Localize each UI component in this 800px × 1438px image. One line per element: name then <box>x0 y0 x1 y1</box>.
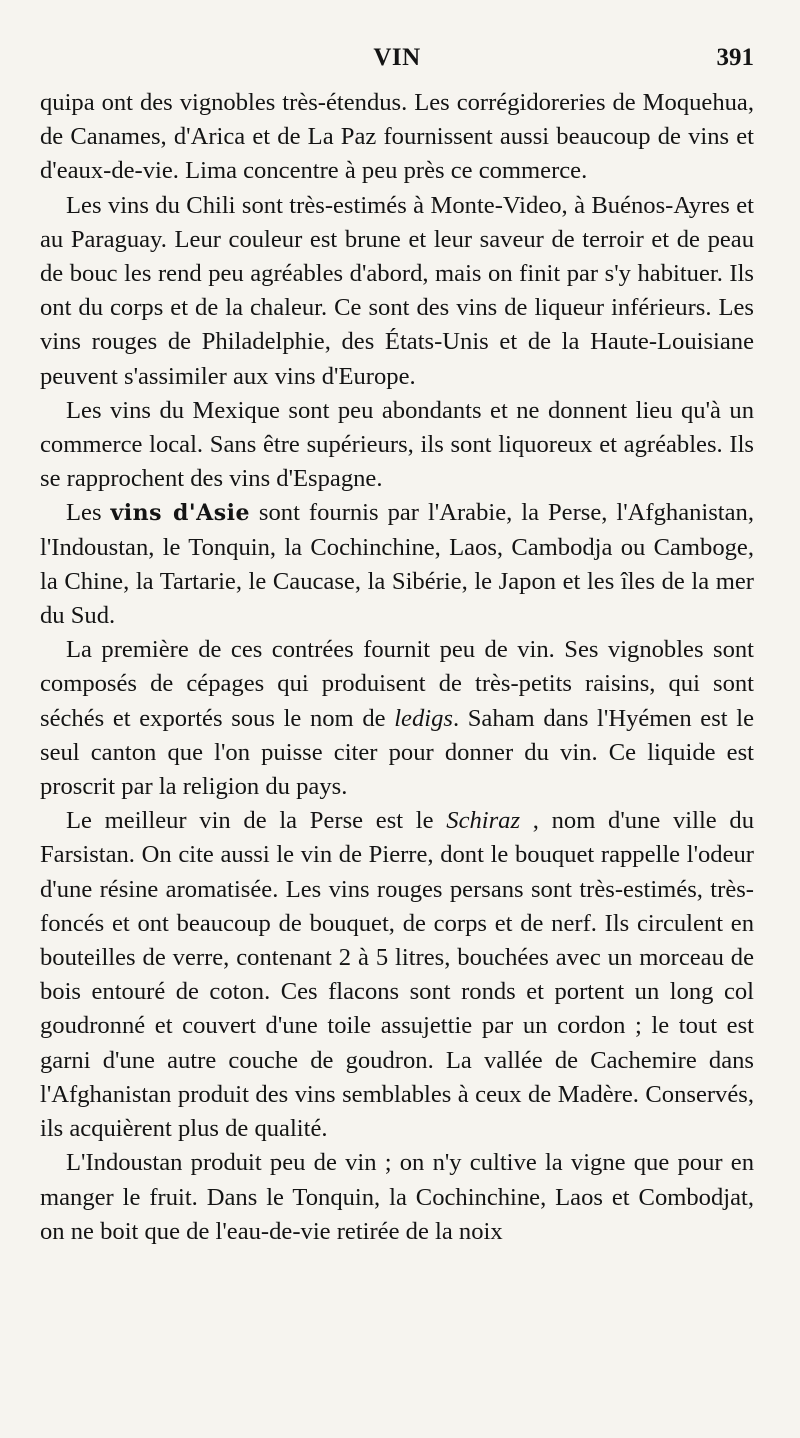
paragraph-text: quipa ont des vignobles très-étendus. Les corrégidoreries de Moquehua, de Canames, d'Arica et de La Paz fournissent aussi beaucoup de vins et d'eaux-de-vie. Lima concentre à peu près ce commerce. <box>40 89 754 185</box>
paragraph-text-before: Le meilleur vin de la Perse est le <box>66 807 447 835</box>
paragraph-text: Les vins du Chili sont très-estimés à Monte-Video, à Buénos-Ayres et au Paraguay. Leur couleur est brune et leur saveur de terroir et de peau de bouc les rend peu agréables d'abord, mais on finit par s'y habituer. Ils ont du corps et de la chaleur. Ce sont des vins de liqueur inférieurs. Les vins rouges de Philadelphie, des États-Unis et de la Haute-Louisiane peuvent s'assimiler aux vins d'Europe. <box>40 191 754 390</box>
body-text <box>40 86 754 1249</box>
paragraph-mexico-wines <box>40 394 754 497</box>
bold-term-vins-d-asie: vins d'Asie <box>110 500 250 527</box>
paragraph-text-after: . Saham dans l'Hyémen est le seul canton que l'on puisse citer pour donner du vin. Ce liquide est proscrit par la religion du pays. <box>40 704 754 801</box>
italic-term-ledigs: ledigs <box>394 704 453 732</box>
paragraph-text: Les vins du Mexique sont peu abondants et ne donnent lieu qu'à un commerce local. Sans être supérieurs, ils sont liquoreux et agréables. Ils se rapprochent des vins d'Espagne. <box>40 396 754 493</box>
paragraph-text-after: sont fournis par l'Arabie, la Perse, l'Afghanistan, l'Indoustan, le Tonquin, la Cochinchine, Laos, Cambodja ou Camboge, la Chine, la Tartarie, le Caucase, la Sibérie, le Japon et les îles de la mer du Sud. <box>40 499 754 630</box>
running-title: VIN <box>373 44 421 71</box>
paragraph-indoustan-wines <box>40 1146 754 1249</box>
paragraph-chili-wines <box>40 189 754 394</box>
page-header <box>40 44 754 78</box>
paragraph-text-before: La première de ces contrées fournit peu de vin. Ses vignobles sont composés de cépages qui produisent de très-petits raisins, qui sont séchés et exportés sous le nom de <box>40 636 754 732</box>
page-number: 391 <box>716 44 754 71</box>
paragraph-peru-continuation <box>40 86 754 189</box>
paragraph-text-before: Les <box>66 499 111 527</box>
italic-term-schiraz: Schiraz <box>446 807 521 835</box>
paragraph-text-after: , nom d'une ville du Farsistan. On cite aussi le vin de Pierre, dont le bouquet rappelle l'odeur d'une résine aromatisée. Les vins rouges persans sont très-estimés, très-foncés et ont beaucoup de bouquet, de corps et de nerf. Ils circulent en bouteilles de verre, contenant 2 à 5 litres, bouchées avec un morceau de bois entouré de coton. Ces flacons sont ronds et portent un long col goudronné et couvert d'une toile assujettie par un cordon ; le tout est garni d'une autre couche de goudron. La vallée de Cachemire dans l'Afghanistan produit des vins semblables à ceux de Madère. Conservés, ils acquièrent plus de qualité. <box>40 807 754 1143</box>
paragraph-persia-wines <box>40 804 754 1146</box>
paragraph-arabia-wines <box>40 633 754 804</box>
paragraph-asia-wines <box>40 496 754 633</box>
paragraph-text: L'Indoustan produit peu de vin ; on n'y cultive la vigne que pour en manger le fruit. Dans le Tonquin, la Cochinchine, Laos et Combodjat, on ne boit que de l'eau-de-vie retirée de la noix <box>40 1149 754 1245</box>
